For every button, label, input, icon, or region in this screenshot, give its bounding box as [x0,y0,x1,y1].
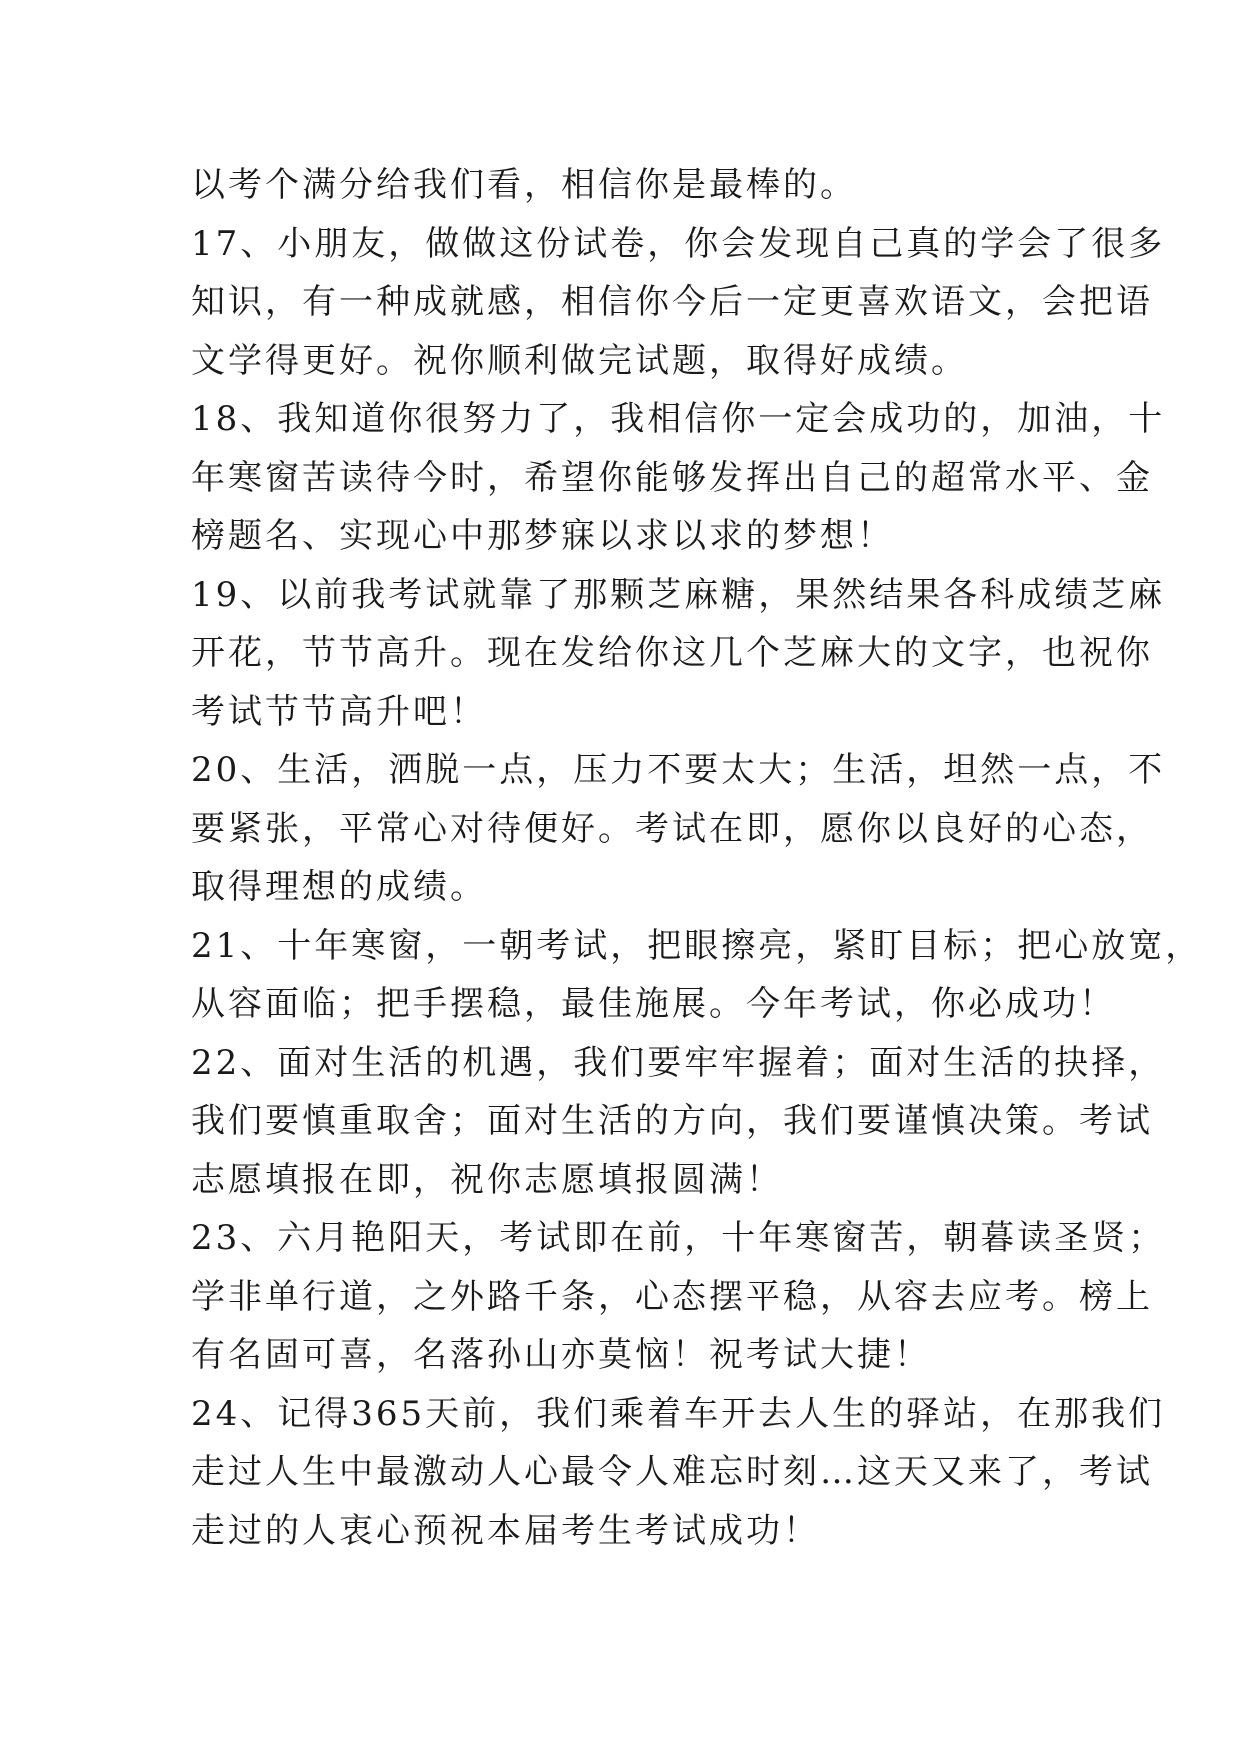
text-line: 志愿填报在即，祝你志愿填报圆满！ [191,1159,783,1200]
text-line: 考试节节高升吧！ [191,691,487,732]
text-line: 18、我知道你很努力了，我相信你一定会成功的，加油，十 [191,399,1166,439]
text-line: 19、以前我考试就靠了那颗芝麻糖，果然结果各科成绩芝麻 [191,574,1166,615]
text-line: 以考个满分给我们看，相信你是最棒的。 [191,165,857,205]
text-line: 知识，有一种成就感，相信你今后一定更喜欢语文，会把语 [191,282,1153,322]
text-line: 开花，节节高升。现在发给你这几个芝麻大的文字，也祝你 [191,633,1153,673]
text-line: 取得理想的成绩。 [191,867,487,907]
text-line: 学非单行道，之外路千条，心态摆平稳，从容去应考。榜上 [191,1276,1153,1317]
text-line: 24、记得365天前，我们乘着车开去人生的驿站，在那我们 [191,1393,1166,1434]
text-line: 走过的人衷心预祝本届考生考试成功！ [191,1510,820,1551]
text-line: 榜题名、实现心中那梦寐以求以求的梦想！ [191,516,894,556]
text-line: 从容面临；把手摆稳，最佳施展。今年考试，你必成功！ [191,984,1116,1024]
text-line: 有名固可喜，名落孙山亦莫恼！祝考试大捷！ [191,1335,931,1375]
text-line: 要紧张，平常心对待便好。考试在即，愿你以良好的心态， [191,808,1153,849]
text-line: 21、十年寒窗，一朝考试，把眼擦亮，紧盯目标；把心放宽， [191,925,1203,966]
text-line: 22、面对生活的机遇，我们要牢牢握着；面对生活的抉择， [191,1042,1166,1083]
text-line: 17、小朋友，做做这份试卷，你会发现自己真的学会了很多 [191,223,1166,264]
text-line: 年寒窗苦读待今时，希望你能够发挥出自己的超常水平、金 [191,457,1153,498]
text-line: 23、六月艳阳天，考试即在前，十年寒窗苦，朝暮读圣贤； [191,1218,1166,1258]
text-line: 我们要慎重取舍；面对生活的方向，我们要谨慎决策。考试 [191,1101,1153,1141]
text-line: 走过人生中最激动人心最令人难忘时刻…这天又来了，考试 [191,1452,1153,1492]
document-body [191,156,1203,1560]
text-line: 文学得更好。祝你顺利做完试题，取得好成绩。 [191,340,968,381]
text-line: 20、生活，洒脱一点，压力不要太大；生活，坦然一点，不 [191,750,1166,790]
